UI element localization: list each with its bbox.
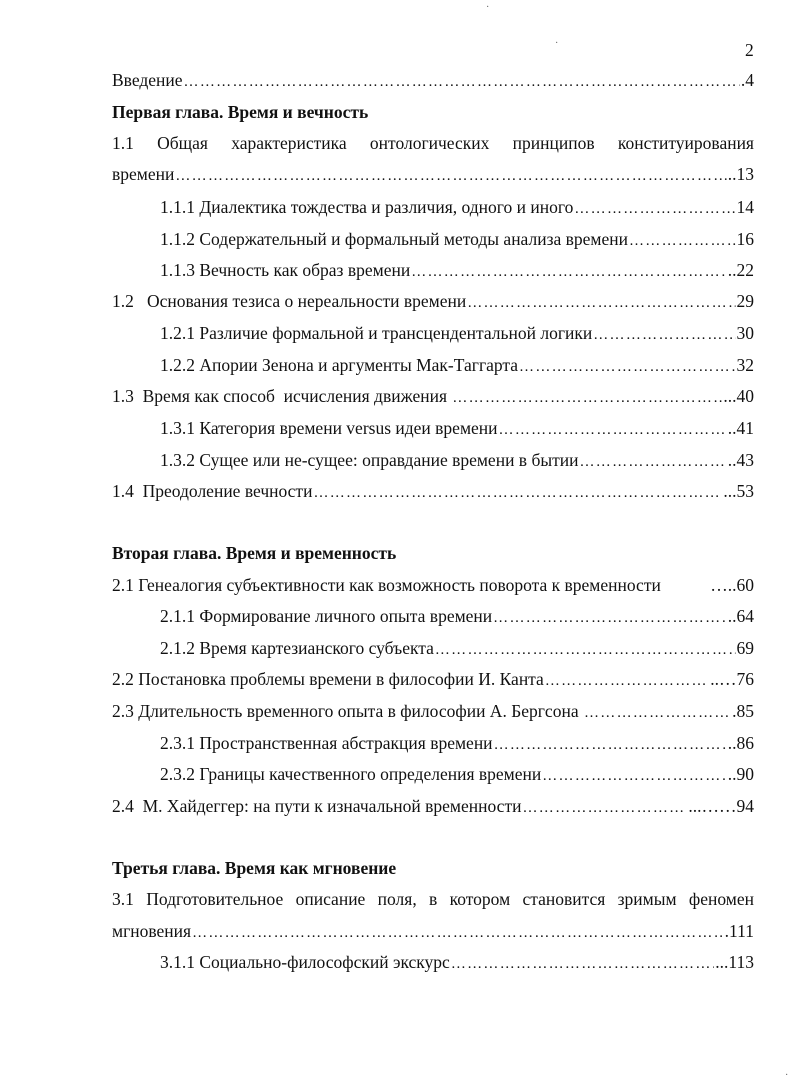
toc-entry-page: 32: [736, 355, 754, 375]
toc-entry-title: 1.3 Время как способ исчисления движения: [112, 386, 452, 406]
toc-entry-page: ...……94: [688, 796, 754, 816]
toc-entry-title: 1.1.2 Содержательный и формальный методы анализа времени: [160, 229, 628, 249]
leader-dots: [175, 164, 726, 188]
leader-dots: [184, 70, 740, 94]
toc-entry-title: 2.3.2 Границы качественного определения времени: [160, 764, 542, 784]
page-number: 2: [745, 40, 754, 60]
toc-entry-1-2-2[interactable]: [160, 353, 754, 377]
leader-dots: [519, 355, 735, 379]
toc-entry-title: 3.1.1 Социально-философский экскурс: [160, 952, 450, 972]
toc-entry-page: 30: [736, 323, 754, 343]
toc-entry-page: ..…76: [710, 669, 754, 689]
toc-entry-title: 2.3 Длительность временного опыта в философии А. Бергсона: [112, 701, 583, 721]
leader-dots: [499, 418, 727, 442]
scan-speck: ·: [785, 1070, 789, 1081]
toc-entry-title: 2.2 Постановка проблемы времени в философии И. Канта: [112, 669, 544, 689]
toc-entry-page: ..22: [727, 260, 754, 280]
leader-dots: [542, 764, 727, 788]
toc-entry-title: 1.2 Основания тезиса о нереальности времени: [112, 291, 467, 311]
toc-entry-3-1-1[interactable]: [160, 950, 754, 974]
toc-entry-2-3-2[interactable]: [160, 762, 754, 786]
toc-entry-title: мгновения: [112, 921, 192, 941]
leader-dots: [467, 291, 735, 315]
toc-entry-page: ..64: [727, 606, 754, 626]
leader-dots: [522, 796, 687, 820]
toc-entry-3-1-line1[interactable]: [112, 887, 754, 911]
toc-entry-2-1[interactable]: [112, 573, 754, 597]
toc-entry-page: ..43: [727, 450, 754, 470]
scan-speck: ·: [555, 38, 559, 49]
toc-entry-2-4[interactable]: [112, 794, 754, 818]
toc-entry-title: 2.1.2 Время картезианского субъекта: [160, 638, 434, 658]
toc-entry-1-1[interactable]: [112, 162, 754, 186]
toc-entry-1-1-2[interactable]: [160, 227, 754, 251]
toc-entry-1-3-1[interactable]: [160, 416, 754, 440]
toc-entry-title: 1.2.1 Различие формальной и трансцендентальной логики: [160, 323, 593, 343]
toc-entry-2-3[interactable]: [112, 699, 754, 723]
toc-entry-page: ...113: [715, 952, 754, 972]
chapter-heading: Вторая глава. Время и временность: [112, 543, 397, 563]
toc-entry-page: ...53: [723, 481, 754, 501]
toc-entry-1-3-2[interactable]: [160, 448, 754, 472]
leader-dots: [574, 197, 735, 221]
toc-entry-title: 1.2.2 Апории Зенона и аргументы Мак-Таггарта: [160, 355, 519, 375]
leader-dots: [313, 481, 722, 505]
toc-entry-intro[interactable]: [112, 68, 754, 92]
toc-entry-1-3[interactable]: [112, 384, 754, 408]
toc-entry-page: .111: [724, 921, 754, 941]
toc-entry-page: 14: [736, 197, 754, 217]
toc-entry-page: .4: [740, 70, 754, 90]
leader-dots: [629, 229, 736, 253]
chapter-heading: Третья глава. Время как мгновение: [112, 858, 397, 878]
leader-dots: [494, 733, 727, 757]
toc-entry-page: …..60: [710, 575, 754, 595]
leader-dots: [493, 606, 727, 630]
toc-entry-1-1-3[interactable]: [160, 258, 754, 282]
toc-entry-page: ...40: [723, 386, 754, 406]
leader-dots: [580, 450, 727, 474]
toc-entry-title: 1.3.2 Сущее или не-сущее: оправдание времени в бытии: [160, 450, 579, 470]
toc-entry-page: .85: [732, 701, 754, 721]
toc-entry-1-4[interactable]: [112, 479, 754, 503]
toc-entry-title: 1.3.1 Категория времени versus идеи времени: [160, 418, 498, 438]
scan-speck: ·: [486, 2, 490, 13]
toc-entry-title: 2.1.1 Формирование личного опыта времени: [160, 606, 493, 626]
toc-entry-3-1[interactable]: [112, 919, 754, 943]
leader-dots: [411, 260, 727, 284]
toc-entry-1-1-line1[interactable]: [112, 131, 754, 155]
toc-entry-1-2-1[interactable]: [160, 321, 754, 345]
toc-entry-2-3-1[interactable]: [160, 731, 754, 755]
toc-entry-title: 2.1 Генеалогия субъективности как возможность поворота к временности: [112, 575, 661, 595]
toc-entry-1-2[interactable]: [112, 289, 754, 313]
toc-entry-page: 16: [736, 229, 754, 249]
toc-entry-title: 1.4 Преодоление вечности: [112, 481, 313, 501]
toc-entry-title: 1.1 Общая характеристика онтологических принципов конституирования: [112, 133, 754, 153]
toc-entry-title: 2.3.1 Пространственная абстракция времени: [160, 733, 493, 753]
toc-entry-page: 69: [736, 638, 754, 658]
leader-dots: [451, 952, 714, 976]
toc-entry-page: ..86: [727, 733, 754, 753]
toc-entry-page: ..90: [727, 764, 754, 784]
toc-entry-1-1-1[interactable]: [160, 195, 754, 219]
leader-dots: [584, 701, 731, 725]
toc-entry-2-1-1[interactable]: [160, 604, 754, 628]
toc-entry-title: 1.1.3 Вечность как образ времени: [160, 260, 411, 280]
toc-entry-title: Введение: [112, 70, 183, 90]
toc-entry-2-2[interactable]: [112, 667, 754, 691]
toc-entry-page: ..13: [727, 164, 754, 184]
toc-entry-page: 29: [736, 291, 754, 311]
toc-entry-title: 1.1.1 Диалектика тождества и различия, одного и иного: [160, 197, 574, 217]
chapter-heading: Первая глава. Время и вечность: [112, 102, 369, 122]
toc-entry-page: ..41: [727, 418, 754, 438]
toc-entry-2-1-2[interactable]: [160, 636, 754, 660]
leader-dots: [435, 638, 736, 662]
leader-dots: [192, 921, 724, 945]
leader-dots: [593, 323, 735, 347]
toc-entry-title: 3.1 Подготовительное описание поля, в котором становится зримым феномен: [112, 889, 754, 909]
leader-dots: [545, 669, 709, 693]
toc-entry-title: 2.4 М. Хайдеггер: на пути к изначальной временности: [112, 796, 522, 816]
toc-entry-title: времени: [112, 164, 175, 184]
leader-dots: [452, 386, 722, 410]
